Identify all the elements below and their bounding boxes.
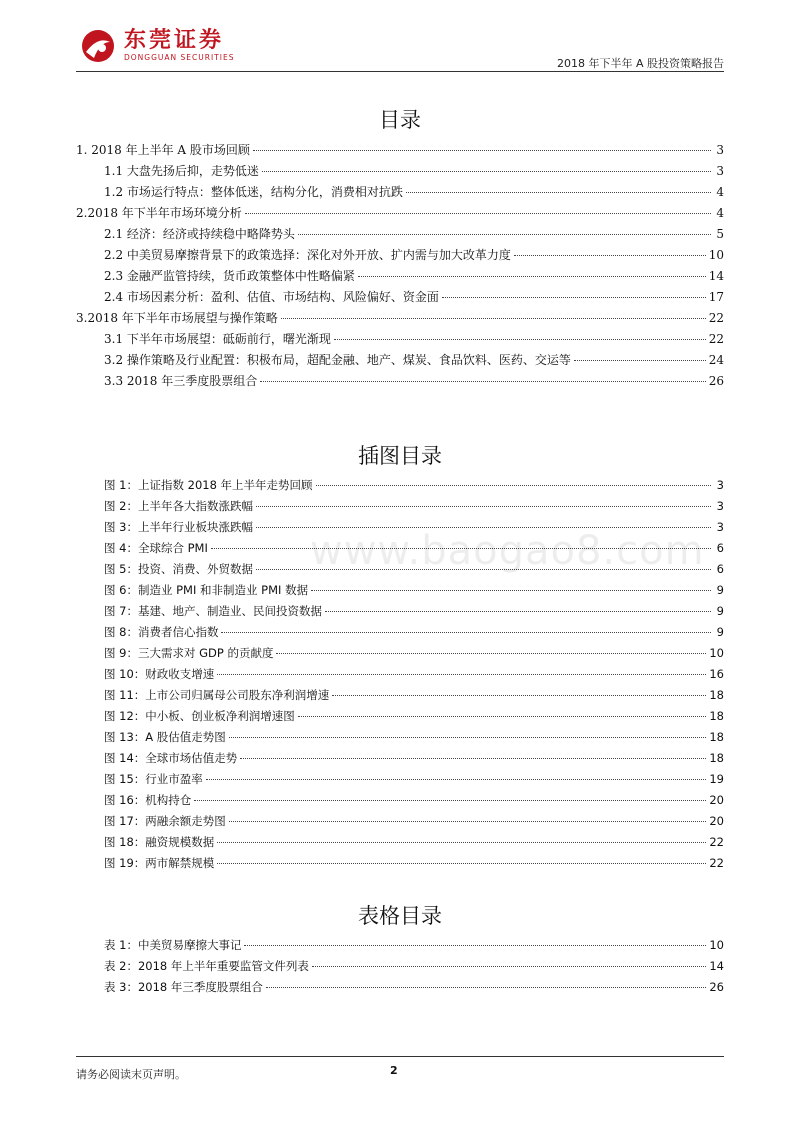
toc-entry-text: 3.2 操作策略及行业配置：积极布局，超配金融、地产、煤炭、食品饮料、医药、交运等 xyxy=(104,353,571,367)
figure-entry-text: 图 4：全球综合 PMI xyxy=(104,541,208,555)
figure-entry-text: 图 10：财政收支增速 xyxy=(104,667,215,681)
figure-entry-text: 图 12：中小板、创业板净利润增速图 xyxy=(104,709,295,723)
figure-entry-text: 图 7：基建、地产、制造业、民间投资数据 xyxy=(104,604,322,618)
figure-entry[interactable] xyxy=(76,664,724,685)
figure-entry-text: 图 15：行业市盈率 xyxy=(104,772,203,786)
figure-entry-page: 9 xyxy=(716,604,724,618)
page-number: 2 xyxy=(390,1064,398,1077)
toc-entry-text: 2.1 经济：经济或持续稳中略降势头 xyxy=(104,227,295,241)
dot-leader xyxy=(312,966,706,967)
dot-leader xyxy=(406,192,711,193)
toc-entry[interactable] xyxy=(76,245,724,266)
figure-entry[interactable] xyxy=(76,727,724,748)
toc-entry-page: 10 xyxy=(708,248,724,262)
toc-entry-text: 2.3 金融严监管持续，货币政策整体中性略偏紧 xyxy=(104,269,355,283)
toc-entry-text: 3.3 2018 年三季度股票组合 xyxy=(104,374,258,388)
toc-entry[interactable] xyxy=(76,203,724,224)
toc-entry-page: 22 xyxy=(708,332,724,346)
dot-leader xyxy=(244,945,706,946)
dot-leader xyxy=(217,842,706,843)
toc-entry-text: 1.1 大盘先扬后抑，走势低迷 xyxy=(104,164,259,178)
dot-leader xyxy=(253,150,711,151)
table-entry[interactable] xyxy=(76,977,724,998)
watermark: www.baogao8.com xyxy=(310,528,705,574)
dot-leader xyxy=(229,821,707,822)
dot-leader xyxy=(574,360,706,361)
figure-entry-text: 图 2：上半年各大指数涨跌幅 xyxy=(104,499,253,513)
toc-entry-page: 14 xyxy=(708,269,724,283)
dot-leader xyxy=(281,318,706,319)
tables-title: 表格目录 xyxy=(358,904,442,928)
toc-entry-page: 26 xyxy=(708,374,724,388)
dot-leader xyxy=(332,695,706,696)
toc-entry-page: 4 xyxy=(716,206,724,220)
toc-title: 目录 xyxy=(379,108,421,132)
toc-entry-page: 3 xyxy=(716,164,724,178)
figure-entry-text: 图 11：上市公司归属母公司股东净利润增速 xyxy=(104,688,330,702)
figure-entry-text: 图 6：制造业 PMI 和非制造业 PMI 数据 xyxy=(104,583,309,597)
dot-leader xyxy=(311,590,711,591)
figure-entry[interactable] xyxy=(76,769,724,790)
figure-entry-page: 20 xyxy=(709,814,724,828)
dot-leader xyxy=(325,611,711,612)
toc-list xyxy=(76,140,724,392)
toc-entry-text: 2.2 中美贸易摩擦背景下的政策选择：深化对外开放、扩内需与加大改革力度 xyxy=(104,248,511,262)
figure-entry-text: 图 14：全球市场估值走势 xyxy=(104,751,238,765)
figure-entry-text: 图 3：上半年行业板块涨跌幅 xyxy=(104,520,253,534)
logo-mark-icon xyxy=(80,28,116,64)
figure-entry[interactable] xyxy=(76,643,724,664)
dot-leader xyxy=(316,485,711,486)
figure-entry-page: 16 xyxy=(709,667,724,681)
toc-entry[interactable] xyxy=(76,161,724,182)
table-entry-page: 10 xyxy=(709,938,724,952)
table-entry-text: 表 3：2018 年三季度股票组合 xyxy=(104,980,263,994)
dot-leader xyxy=(276,653,706,654)
table-entry[interactable] xyxy=(76,935,724,956)
toc-entry[interactable] xyxy=(76,329,724,350)
figure-entry-page: 9 xyxy=(716,625,724,639)
figure-entry-page: 22 xyxy=(709,856,724,870)
footer-disclaimer: 请务必阅读末页声明。 xyxy=(76,1068,186,1081)
dot-leader xyxy=(256,506,711,507)
figure-entry[interactable] xyxy=(76,790,724,811)
figure-entry[interactable] xyxy=(76,622,724,643)
figure-entry-text: 图 18：融资规模数据 xyxy=(104,835,215,849)
toc-entry-page: 3 xyxy=(716,143,724,157)
figure-entry-page: 6 xyxy=(716,541,724,555)
dot-leader xyxy=(334,339,706,340)
dot-leader xyxy=(442,297,706,298)
figure-entry-text: 图 17：两融余额走势图 xyxy=(104,814,226,828)
toc-entry[interactable] xyxy=(76,287,724,308)
toc-entry[interactable] xyxy=(76,182,724,203)
logo-name-en: DONGGUAN SECURITIES xyxy=(124,53,235,62)
figure-entry[interactable] xyxy=(76,748,724,769)
toc-entry[interactable] xyxy=(76,140,724,161)
logo-name-cn: 东莞证券 xyxy=(124,28,225,53)
figure-entry[interactable] xyxy=(76,832,724,853)
dot-leader xyxy=(221,632,711,633)
figure-entry-page: 22 xyxy=(709,835,724,849)
dot-leader xyxy=(229,737,707,738)
dot-leader xyxy=(217,863,706,864)
figure-entry-page: 3 xyxy=(716,520,724,534)
figure-entry[interactable] xyxy=(76,496,724,517)
toc-entry-text: 1.2 市场运行特点：整体低迷，结构分化，消费相对抗跌 xyxy=(104,185,403,199)
figure-entry[interactable] xyxy=(76,685,724,706)
toc-entry-page: 4 xyxy=(716,185,724,199)
report-title: 2018 年下半年 A 股投资策略报告 xyxy=(556,57,724,70)
dot-leader xyxy=(266,987,706,988)
dot-leader xyxy=(514,255,706,256)
figure-entry-text: 图 8：消费者信心指数 xyxy=(104,625,219,639)
figure-entry[interactable] xyxy=(76,580,724,601)
table-entry-page: 14 xyxy=(709,959,724,973)
company-logo xyxy=(80,28,234,64)
figure-entry-text: 图 19：两市解禁规模 xyxy=(104,856,215,870)
tables-list xyxy=(76,935,724,998)
figure-entry-page: 18 xyxy=(709,751,724,765)
dot-leader xyxy=(298,234,711,235)
dot-leader xyxy=(217,674,706,675)
figure-entry-page: 10 xyxy=(709,646,724,660)
toc-entry[interactable] xyxy=(76,371,724,392)
table-entry-text: 表 2：2018 年上半年重要监管文件列表 xyxy=(104,959,309,973)
figure-entry[interactable] xyxy=(76,706,724,727)
toc-entry[interactable] xyxy=(76,266,724,287)
figure-entry[interactable] xyxy=(76,475,724,496)
figure-entry-text: 图 1：上证指数 2018 年上半年走势回顾 xyxy=(104,478,313,492)
figure-entry-text: 图 13：A 股估值走势图 xyxy=(104,730,226,744)
footer-divider xyxy=(76,1056,724,1057)
toc-entry-page: 24 xyxy=(708,353,724,367)
table-entry-text: 表 1：中美贸易摩擦大事记 xyxy=(104,938,242,952)
figure-entry-text: 图 9：三大需求对 GDP 的贡献度 xyxy=(104,646,274,660)
figure-entry-page: 18 xyxy=(709,709,724,723)
figure-entry-page: 19 xyxy=(709,772,724,786)
toc-entry-page: 22 xyxy=(708,311,724,325)
toc-entry[interactable] xyxy=(76,308,724,329)
table-entry-page: 26 xyxy=(709,980,724,994)
figure-entry-page: 3 xyxy=(716,478,724,492)
figure-entry-page: 6 xyxy=(716,562,724,576)
dot-leader xyxy=(262,171,711,172)
figure-entry-page: 3 xyxy=(716,499,724,513)
header-divider xyxy=(76,71,724,72)
figure-entry-page: 9 xyxy=(716,583,724,597)
dot-leader xyxy=(298,716,707,717)
figure-entry-page: 20 xyxy=(709,793,724,807)
toc-entry[interactable] xyxy=(76,224,724,245)
dot-leader xyxy=(194,800,706,801)
toc-entry[interactable] xyxy=(76,350,724,371)
toc-entry-text: 2.4 市场因素分析：盈利、估值、市场结构、风险偏好、资金面 xyxy=(104,290,439,304)
dot-leader xyxy=(240,758,706,759)
figure-entry-page: 18 xyxy=(709,730,724,744)
toc-entry-page: 17 xyxy=(708,290,724,304)
figure-entry-text: 图 16：机构持仓 xyxy=(104,793,192,807)
figures-title: 插图目录 xyxy=(358,444,442,468)
dot-leader xyxy=(358,276,706,277)
toc-entry-text: 3.2018 年下半年市场展望与操作策略 xyxy=(76,311,278,325)
dot-leader xyxy=(260,381,705,382)
figure-entry[interactable] xyxy=(76,853,724,874)
figure-entry-page: 18 xyxy=(709,688,724,702)
toc-entry-text: 3.1 下半年市场展望：砥砺前行，曙光渐现 xyxy=(104,332,331,346)
figure-entry[interactable] xyxy=(76,811,724,832)
dot-leader xyxy=(245,213,711,214)
toc-entry-text: 2.2018 年下半年市场环境分析 xyxy=(76,206,242,220)
page-header xyxy=(0,0,800,80)
table-entry[interactable] xyxy=(76,956,724,977)
figure-entry[interactable] xyxy=(76,601,724,622)
figure-entry-text: 图 5：投资、消费、外贸数据 xyxy=(104,562,253,576)
dot-leader xyxy=(206,779,707,780)
toc-entry-page: 5 xyxy=(716,227,724,241)
toc-entry-text: 1. 2018 年上半年 A 股市场回顾 xyxy=(76,143,250,157)
